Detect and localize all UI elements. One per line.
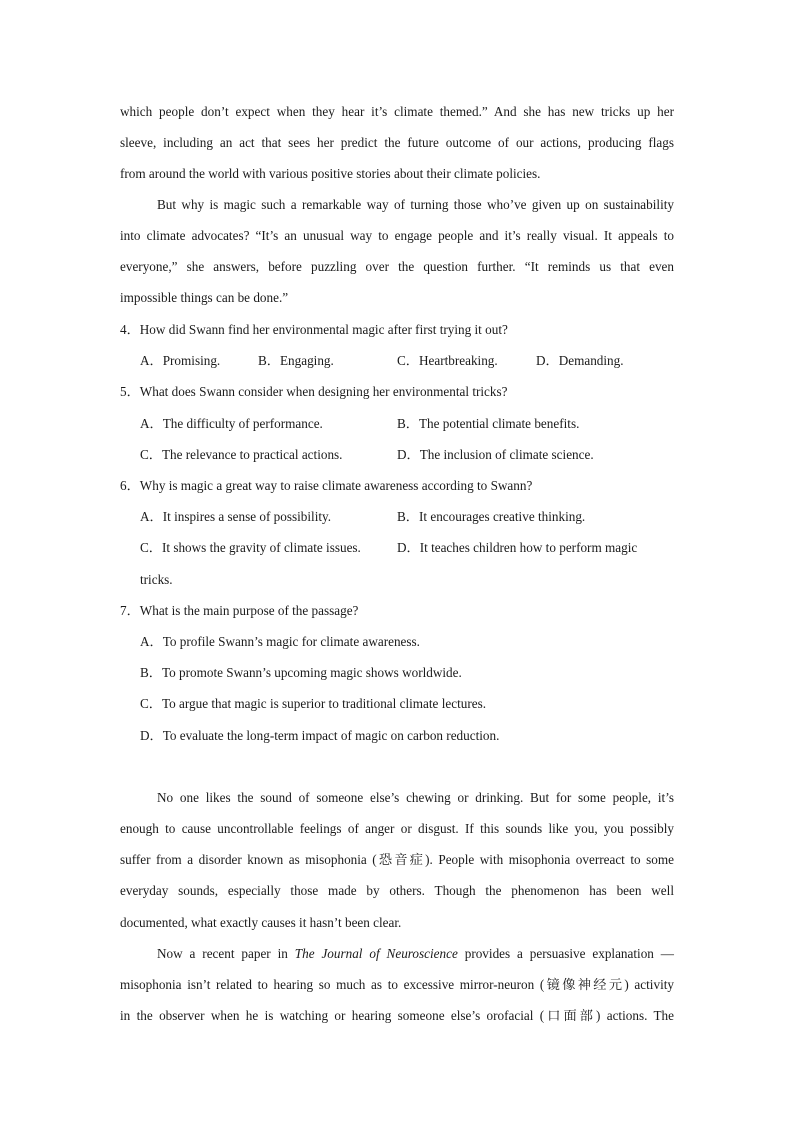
question-6-option-a[interactable]: A．It inspires a sense of possibility. xyxy=(140,509,332,524)
passage1-line-4: But why is magic such a remarkable way of turning those who’ve given up on sustainability xyxy=(157,197,674,212)
question-7-stem: 7．What is the main purpose of the passage? xyxy=(120,603,359,618)
question-5-stem: 5．What does Swann consider when designing her environmental tricks? xyxy=(120,384,508,399)
question-4-option-b[interactable]: B．Engaging. xyxy=(258,353,334,368)
question-6-option-b[interactable]: B．It encourages creative thinking. xyxy=(397,509,586,524)
question-5-option-b[interactable]: B．The potential climate benefits. xyxy=(397,416,580,431)
question-5-option-c[interactable]: C．The relevance to practical actions. xyxy=(140,447,343,462)
question-7-option-b[interactable]: B．To promote Swann’s upcoming magic shows worldwide. xyxy=(140,665,462,680)
passage2-line-1: No one likes the sound of someone else’s chewing or drinking. But for some people, it’s xyxy=(157,790,674,805)
question-7-option-c[interactable]: C．To argue that magic is superior to traditional climate lectures. xyxy=(140,696,487,711)
passage1-line-6: everyone,” she answers, before puzzling over the question further. “It reminds us that even xyxy=(120,259,674,274)
passage1-line-3: from around the world with various positive stories about their climate policies. xyxy=(120,166,541,181)
question-4-option-c[interactable]: C．Heartbreaking. xyxy=(397,353,498,368)
passage2-line-3: suffer from a disorder known as misophonia (恐音症). People with misophonia overreact to some xyxy=(120,852,674,867)
passage2-line-4: everyday sounds, especially those made by others. Though the phenomenon has been well xyxy=(120,883,674,898)
question-4-options xyxy=(140,352,640,370)
question-6-option-d-continued: tricks. xyxy=(140,572,173,587)
passage2-line-7: misophonia isn’t related to hearing so much as to excessive mirror-neuron (镜像神经元) activity xyxy=(120,977,674,992)
passage2-line-8: in the observer when he is watching or hearing someone else’s orofacial (口面部) actions. The xyxy=(120,1008,674,1023)
question-4-option-a[interactable]: A．Promising. xyxy=(140,353,221,368)
passage1-line-7: impossible things can be done.” xyxy=(120,290,289,305)
question-6-option-d[interactable]: D．It teaches children how to perform magic xyxy=(397,540,638,555)
question-7-option-d[interactable]: D．To evaluate the long-term impact of magic on carbon reduction. xyxy=(140,728,500,743)
question-6-option-c[interactable]: C．It shows the gravity of climate issues. xyxy=(140,540,361,555)
passage2-line-6-pre: Now a recent paper in xyxy=(157,946,295,961)
passage1-line-2: sleeve, including an act that sees her predict the future outcome of our actions, producing flags xyxy=(120,135,674,150)
journal-title: The Journal of Neuroscience xyxy=(294,946,458,961)
question-7-option-a[interactable]: A．To profile Swann’s magic for climate awareness. xyxy=(140,634,420,649)
passage1-line-1: which people don’t expect when they hear it’s climate themed.” And she has new tricks up her xyxy=(120,104,674,119)
passage2-line-6 xyxy=(157,945,674,963)
question-4-option-d[interactable]: D．Demanding. xyxy=(536,353,624,368)
passage2-line-2: enough to cause uncontrollable feelings of anger or disgust. If this sounds like you, you possibly xyxy=(120,821,674,836)
question-6-stem: 6．Why is magic a great way to raise climate awareness according to Swann? xyxy=(120,478,533,493)
question-5-option-d[interactable]: D．The inclusion of climate science. xyxy=(397,447,594,462)
passage2-line-5: documented, what exactly causes it hasn’t been clear. xyxy=(120,915,402,930)
passage2-line-6-post: provides a persuasive explanation — xyxy=(457,946,674,961)
passage1-line-5: into climate advocates? “It’s an unusual way to engage people and it’s really visual. It appeals to xyxy=(120,228,674,243)
question-4-stem: 4．How did Swann find her environmental magic after first trying it out? xyxy=(120,322,508,337)
question-5-option-a[interactable]: A．The difficulty of performance. xyxy=(140,416,323,431)
